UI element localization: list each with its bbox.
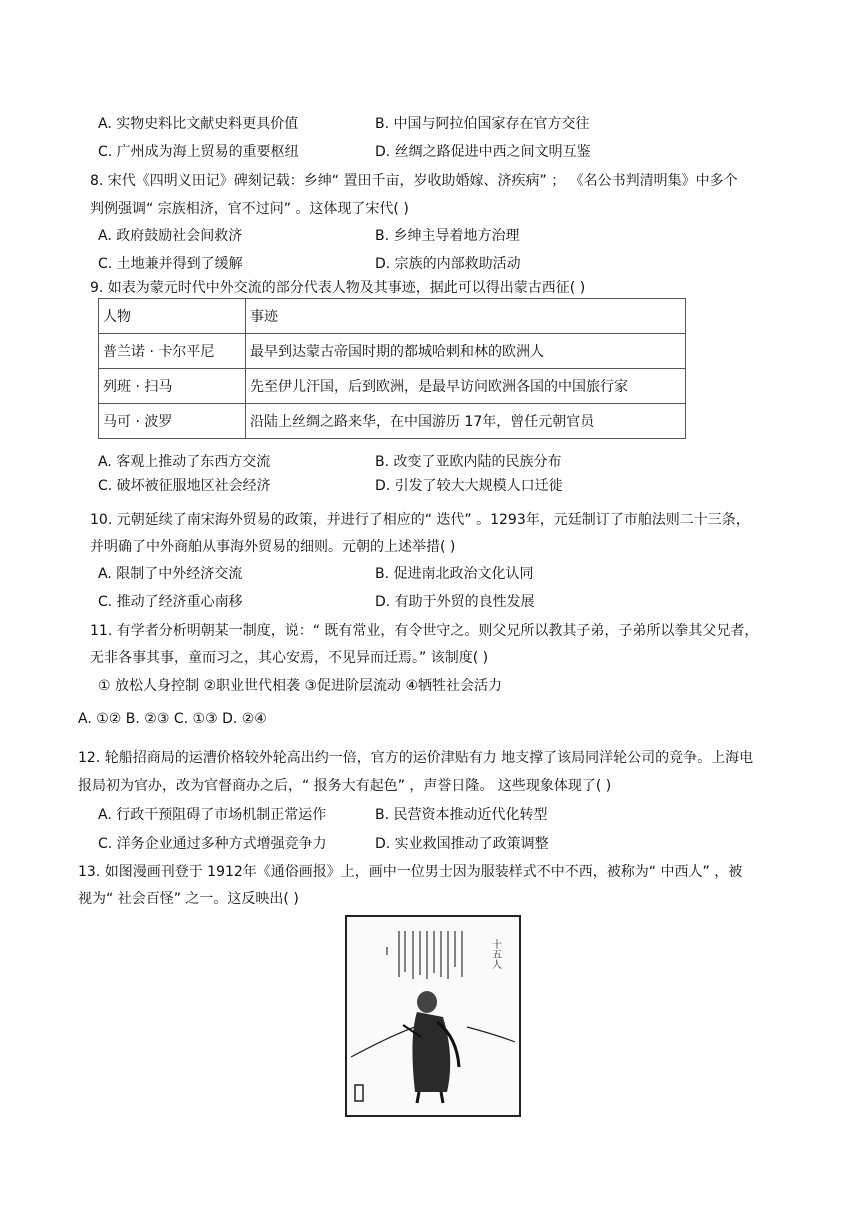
table-row (99, 369, 686, 404)
q9-stem: 9. 如表为蒙元时代中外交流的部分代表人物及其事迹，据此可以得出蒙古西征( ) (90, 280, 586, 296)
q7-option-b: B. 中国与阿拉伯国家存在官方交往 (375, 116, 590, 132)
q12-stem-line2: 报局初为官办，改为官督商办之后，“ 报务大有起色” ，声誉日隆。 这些现象体现了( ) (78, 778, 612, 794)
q9-table (98, 298, 686, 439)
q9-option-c: C. 破坏被征服地区社会经济 (98, 478, 271, 494)
q9-option-a: A. 客观上推动了东西方交流 (98, 454, 271, 470)
q10-option-b: B. 促进南北政治文化认同 (375, 566, 534, 582)
table-header-row (99, 299, 686, 334)
q11-stem-line1: 11. 有学者分析明朝某一制度，说：“ 既有常业，有令世守之。则父兄所以教其子弟，子弟所以拳其父兄者， (90, 623, 759, 639)
q8-option-a: A. 政府鼓励社会间救济 (98, 228, 243, 244)
q9-option-d: D. 引发了较大大规模人口迁徙 (375, 478, 563, 494)
table-cell: 沿陆上丝绸之路来华，在中国游历 17年，曾任元朝官员 (246, 404, 686, 439)
q8-option-b: B. 乡绅主导着地方治理 (375, 228, 520, 244)
q8-option-d: D. 宗族的内部救助活动 (375, 256, 521, 272)
q10-stem-line2: 并明确了中外商舶从事海外贸易的细则。元朝的上述举措( ) (90, 539, 456, 555)
table-cell: 普兰诺 · 卡尔平尼 (99, 334, 246, 369)
q10-option-a: A. 限制了中外经济交流 (98, 566, 243, 582)
q11-choices: A. ①② B. ②③ C. ①③ D. ②④ (78, 711, 267, 727)
q12-option-b: B. 民营资本推动近代化转型 (375, 807, 548, 823)
q11-items: ① 放松人身控制 ②职业世代相袭 ③促进阶层流动 ④牺牲社会活力 (98, 678, 503, 694)
cartoon-title: 十五人 (489, 939, 501, 969)
cartoon-image (345, 915, 521, 1117)
table-row (99, 334, 686, 369)
q10-stem-line1: 10. 元朝延续了南宋海外贸易的政策，并进行了相应的“ 迭代” 。1293年，元廷制订了市舶法则二十三条， (90, 512, 750, 528)
table-cell: 先至伊儿汗国，后到欧洲，是最早访问欧洲各国的中国旅行家 (246, 369, 686, 404)
q7-option-c: C. 广州成为海上贸易的重要枢纽 (98, 144, 299, 160)
q8-stem-line2: 判例强调“ 宗族相济，官不过问” 。这体现了宋代( ) (90, 201, 409, 217)
q9-option-b: B. 改变了亚欧内陆的民族分布 (375, 454, 562, 470)
q12-option-d: D. 实业救国推动了政策调整 (375, 836, 549, 852)
q8-stem-line1: 8. 宋代《四明义田记》碑刻记载：乡绅“ 置田千亩，岁收助婚嫁、济疾病” ； 《名公书判清明集》中多个 (90, 173, 738, 189)
table-header-cell: 人物 (99, 299, 246, 334)
q12-option-c: C. 洋务企业通过多种方式增强竞争力 (98, 836, 327, 852)
q13-stem-line2: 视为“ 社会百怪” 之一。这反映出( ) (78, 891, 299, 907)
q7-option-d: D. 丝绸之路促进中西之间文明互鉴 (375, 144, 591, 160)
q12-option-a: A. 行政干预阻碍了市场机制正常运作 (98, 807, 327, 823)
cartoon-text-columns (387, 931, 462, 979)
q10-option-c: C. 推动了经济重心南移 (98, 594, 243, 610)
table-cell: 马可 · 波罗 (99, 404, 246, 439)
q7-option-a: A. 实物史料比文献史料更具价值 (98, 116, 299, 132)
q11-stem-line2: 无非各事其事，童而习之，其心安焉，不见异而迁焉。” 该制度( ) (90, 650, 489, 666)
table-row (99, 404, 686, 439)
cartoon-drawing (347, 917, 519, 1115)
q8-option-c: C. 土地兼并得到了缓解 (98, 256, 243, 272)
table-header-cell: 事迹 (246, 299, 686, 334)
q12-stem-line1: 12. 轮船招商局的运漕价格较外轮高出约一倍，官方的运价津贴有力 地支撑了该局同洋轮公司的竞争。上海电 (78, 750, 754, 766)
q13-stem-line1: 13. 如图漫画刊登于 1912年《通俗画报》上，画中一位男士因为服装样式不中不西，被称为“ 中西人” ，被 (78, 864, 743, 880)
table-cell: 最早到达蒙古帝国时期的都城哈剌和林的欧洲人 (246, 334, 686, 369)
table-cell: 列班 · 扫马 (99, 369, 246, 404)
q10-option-d: D. 有助于外贸的良性发展 (375, 594, 535, 610)
